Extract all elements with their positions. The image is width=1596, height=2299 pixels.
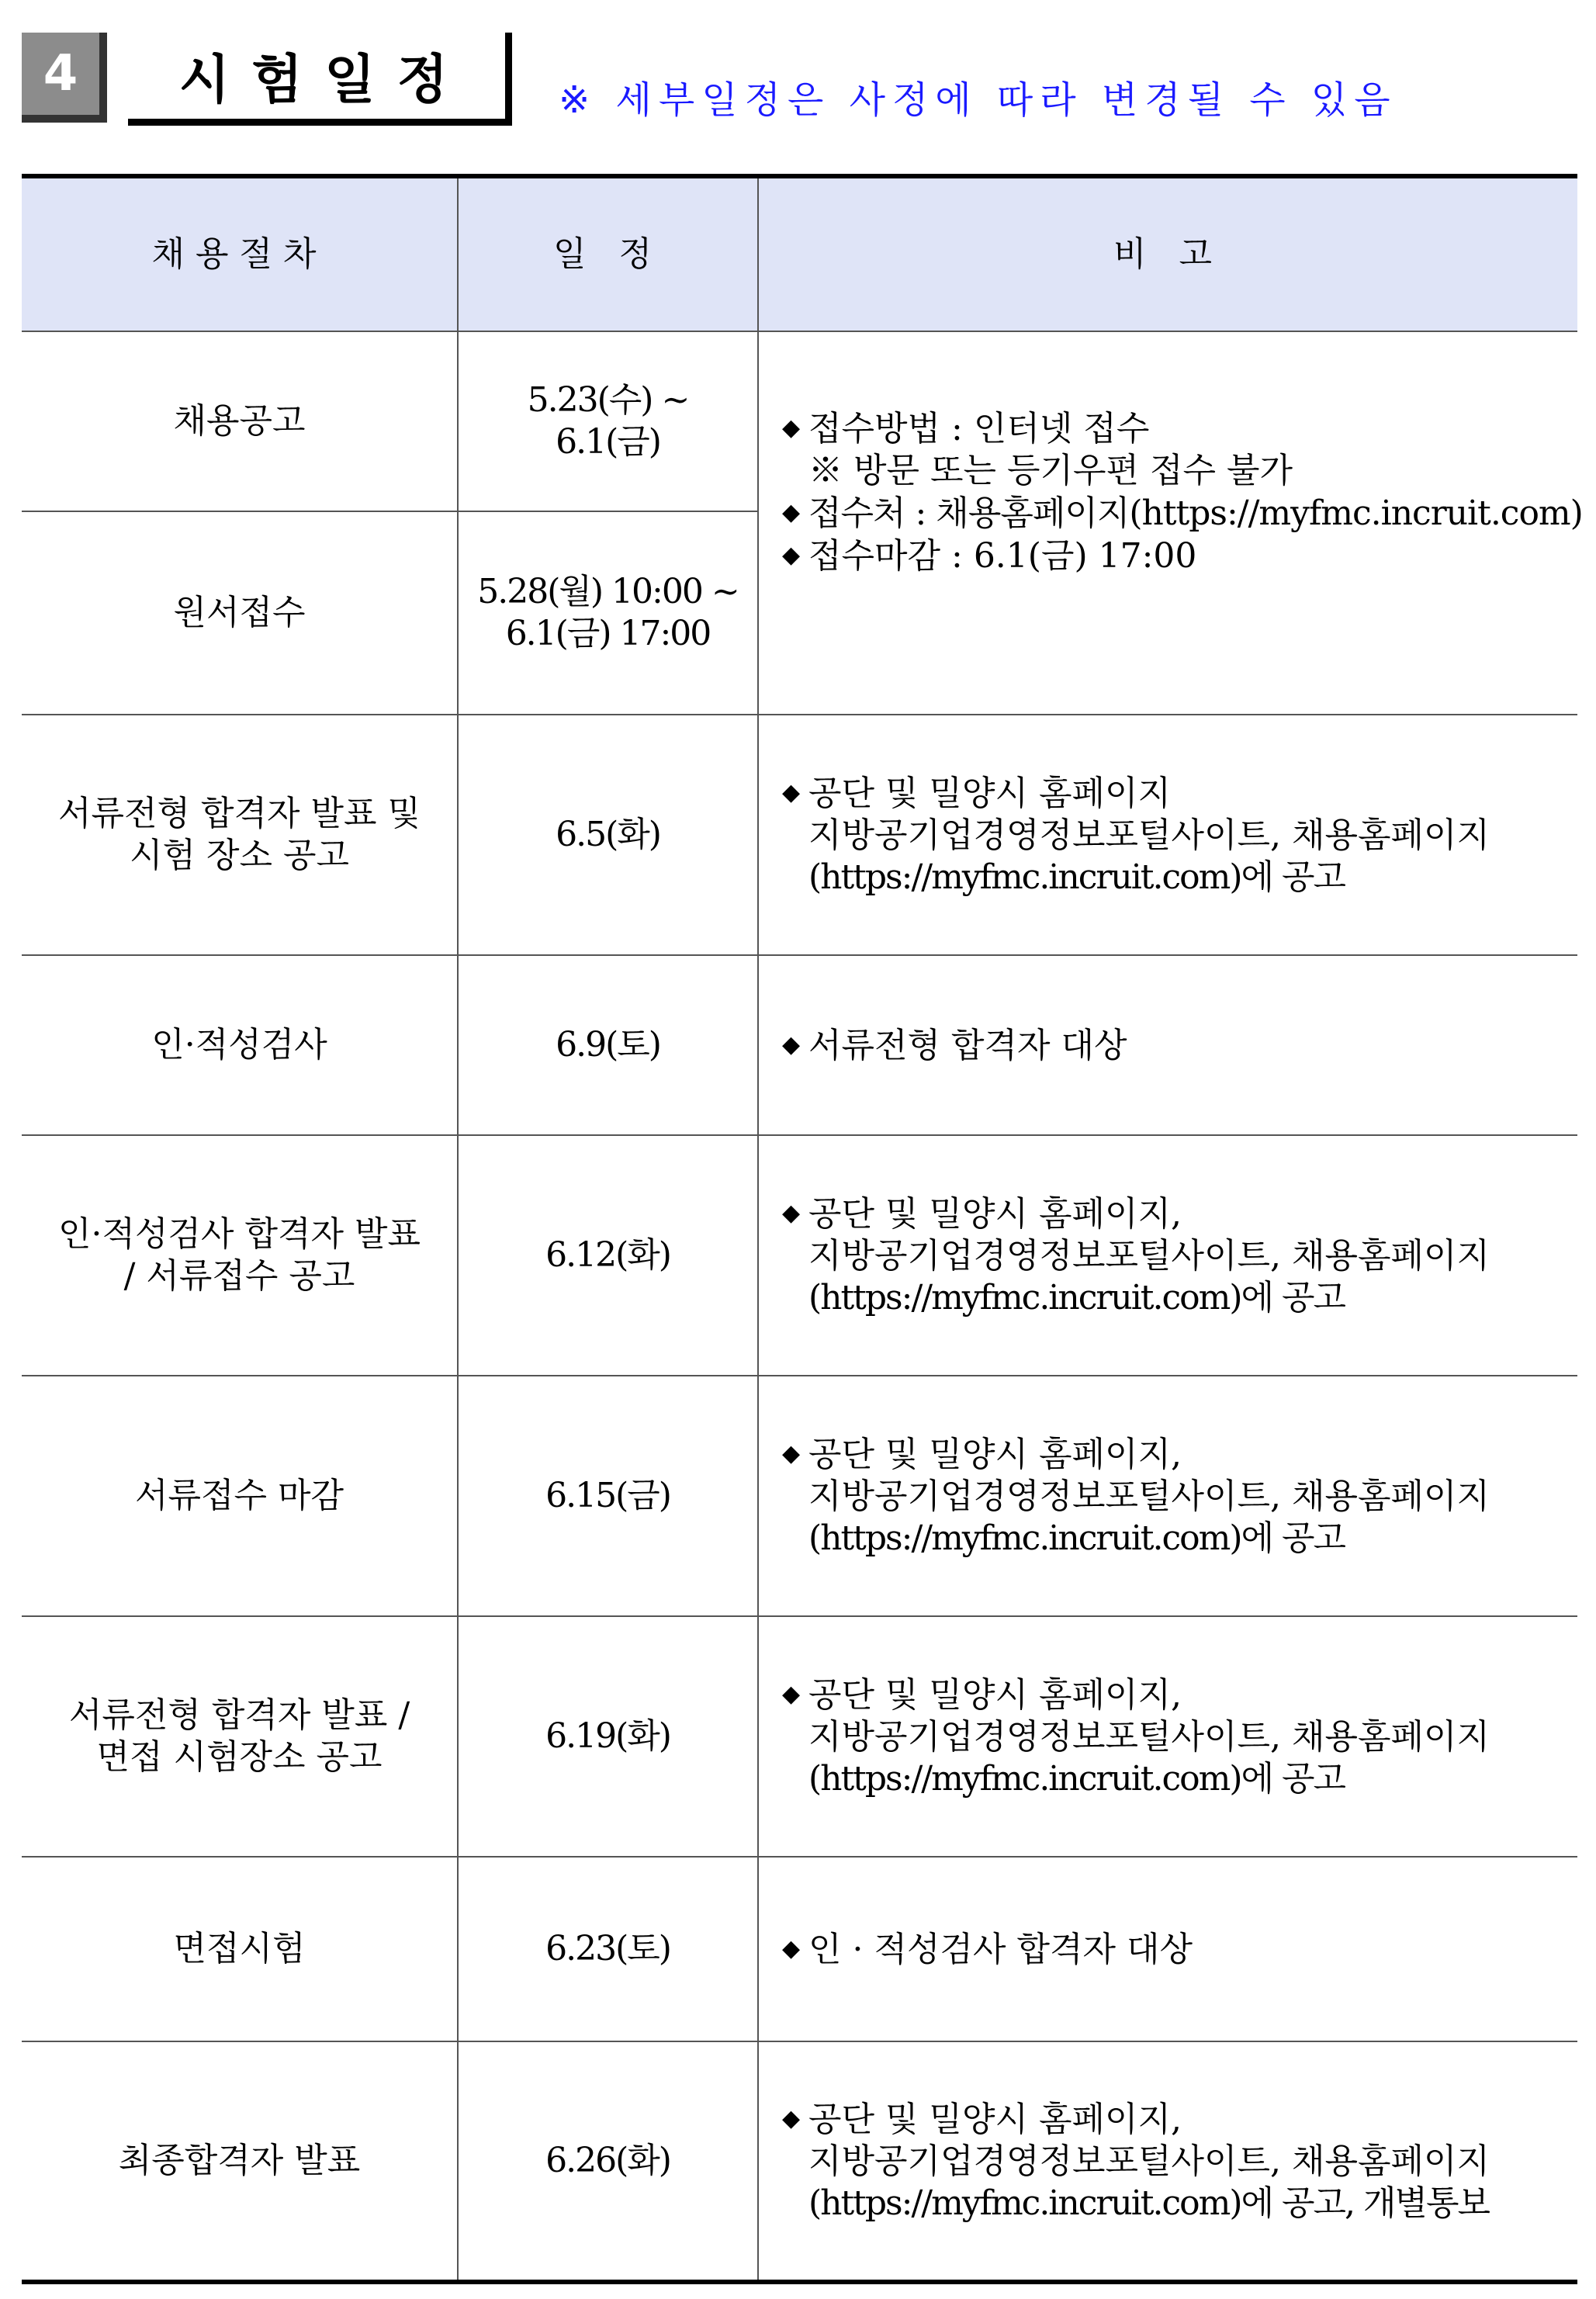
date-cell: 6.26(화) <box>458 2041 758 2282</box>
step-cell: 서류전형 합격자 발표 및 시험 장소 공고 <box>22 715 458 955</box>
date-cell: 5.28(월) 10:00 ~ 6.1(금) 17:00 <box>458 511 758 715</box>
note-cell: ◆ 공단 및 밀양시 홈페이지, 지방공기업경영정보포털사이트, 채용홈페이지 (https://myfmc.incruit.com)에 공고 <box>758 1135 1577 1376</box>
table-row <box>22 955 1577 1135</box>
step-cell: 면접시험 <box>22 1857 458 2041</box>
schedule-table <box>22 174 1583 2284</box>
note-cell: ◆ 인 · 적성검사 합격자 대상 <box>758 1857 1577 2041</box>
note-cell: ◆ 공단 및 밀양시 홈페이지, 지방공기업경영정보포털사이트, 채용홈페이지 (https://myfmc.incruit.com)에 공고, 개별통보 <box>758 2041 1577 2282</box>
table-row <box>22 1616 1577 1857</box>
date-cell: 5.23(수) ~ 6.1(금) <box>458 331 758 511</box>
step-cell: 채용공고 <box>22 331 458 511</box>
section-number: 4 <box>22 33 107 123</box>
date-cell: 6.15(금) <box>458 1376 758 1616</box>
col-header-step: 채용절차 <box>22 176 458 331</box>
table-row <box>22 331 1577 511</box>
step-cell: 최종합격자 발표 <box>22 2041 458 2282</box>
step-cell: 인·적성검사 <box>22 955 458 1135</box>
date-cell: 6.5(화) <box>458 715 758 955</box>
date-cell: 6.12(화) <box>458 1135 758 1376</box>
section-title: 시험일정 <box>128 33 512 126</box>
note-cell: ◆ 접수방법 : 인터넷 접수 ※ 방문 또는 등기우편 접수 불가 ◆ 접수처 : 채용홈페이지(https://myfmc.incruit.com) ◆ 접수마감 : 6.1(금) 17:00 <box>758 331 1577 715</box>
step-cell: 서류전형 합격자 발표 / 면접 시험장소 공고 <box>22 1616 458 1857</box>
note-cell: ◆ 서류전형 합격자 대상 <box>758 955 1577 1135</box>
table-row <box>22 1857 1577 2041</box>
col-header-date: 일 정 <box>458 176 758 331</box>
step-cell: 원서접수 <box>22 511 458 715</box>
note-cell: ◆ 공단 및 밀양시 홈페이지, 지방공기업경영정보포털사이트, 채용홈페이지 (https://myfmc.incruit.com)에 공고 <box>758 1616 1577 1857</box>
col-header-note: 비 고 <box>758 176 1577 331</box>
table-row <box>22 1135 1577 1376</box>
date-cell: 6.23(토) <box>458 1857 758 2041</box>
table-row <box>22 715 1577 955</box>
table-header-row <box>22 176 1577 331</box>
table-row <box>22 2041 1577 2282</box>
schedule-notice: ※ 세부일정은 사정에 따라 변경될 수 있음 <box>559 78 1397 122</box>
step-cell: 서류접수 마감 <box>22 1376 458 1616</box>
table-row <box>22 1376 1577 1616</box>
step-cell: 인·적성검사 합격자 발표 / 서류접수 공고 <box>22 1135 458 1376</box>
note-cell: ◆ 공단 및 밀양시 홈페이지 지방공기업경영정보포털사이트, 채용홈페이지 (https://myfmc.incruit.com)에 공고 <box>758 715 1577 955</box>
date-cell: 6.19(화) <box>458 1616 758 1857</box>
date-cell: 6.9(토) <box>458 955 758 1135</box>
note-cell: ◆ 공단 및 밀양시 홈페이지, 지방공기업경영정보포털사이트, 채용홈페이지 (https://myfmc.incruit.com)에 공고 <box>758 1376 1577 1616</box>
